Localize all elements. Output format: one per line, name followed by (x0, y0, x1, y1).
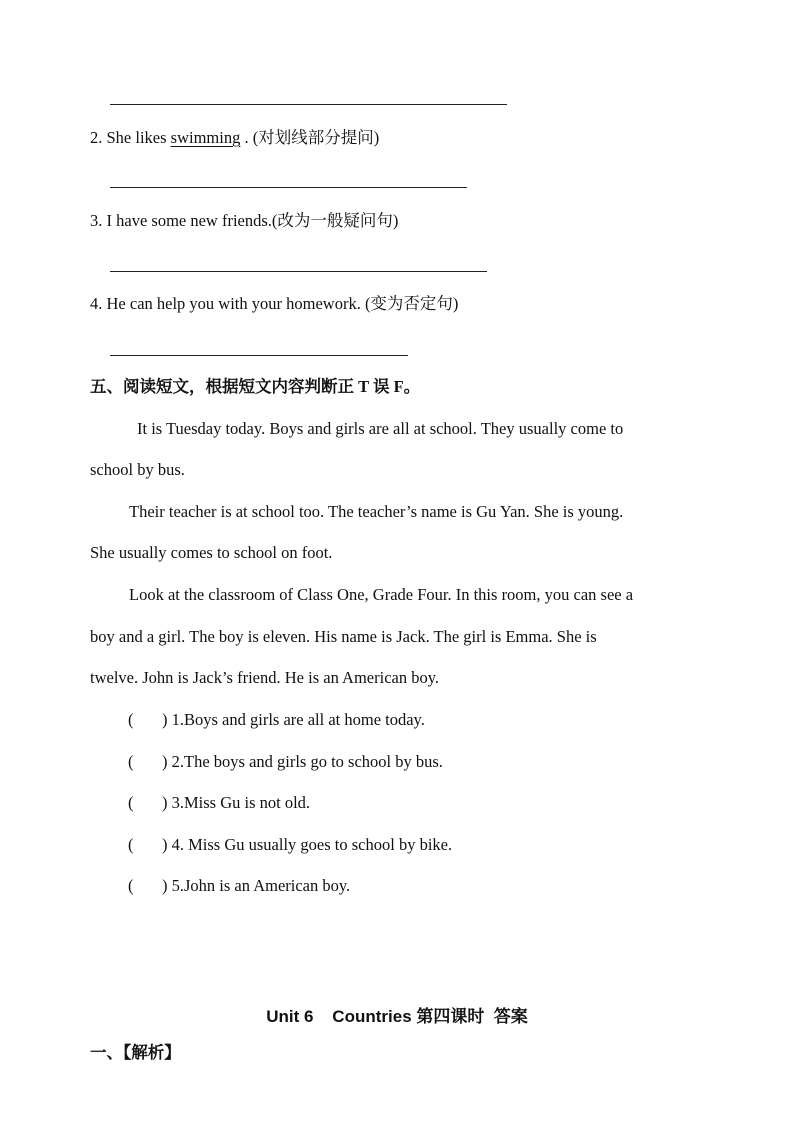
answer-blank-4 (110, 355, 408, 356)
section-5-heading: 五、阅读短文，根据短文内容判断正 T 误 F。 (90, 377, 421, 396)
passage-line-5: Look at the classroom of Class One, Grade Four. In this room, you can see a (129, 585, 634, 604)
question-3-number: 3. (90, 211, 103, 230)
question-4-number: 4. (90, 294, 103, 313)
question-2-instruction: . (对划线部分提问) (240, 128, 380, 147)
tf-question-1 (128, 712, 425, 729)
question-2-pre: She likes (106, 128, 171, 147)
tf-question-text: ) 1.Boys and girls are all at home today. (162, 710, 425, 729)
answer-blank-1 (110, 104, 507, 105)
passage-line-6: boy and a girl. The boy is eleven. His name is Jack. The girl is Emma. She is (90, 627, 597, 646)
question-4 (90, 296, 458, 313)
passage-line-3: Their teacher is at school too. The teacher’s name is Gu Yan. She is young. (129, 502, 624, 521)
tf-question-text: ) 5.John is an American boy. (162, 876, 351, 895)
tf-question-text: ) 3.Miss Gu is not old. (162, 793, 311, 812)
question-4-text: He can help you with your homework. (变为否定句) (106, 294, 459, 313)
tf-question-3 (128, 795, 310, 812)
question-2-underlined-word: swimming (170, 128, 241, 147)
tf-blank: ( (128, 876, 134, 895)
passage-line-1: It is Tuesday today. Boys and girls are all at school. They usually come to (137, 419, 624, 438)
tf-question-text: ) 2.The boys and girls go to school by bus. (162, 752, 443, 771)
answers-title: Unit 6 Countries 第四课时 答案 (266, 1007, 528, 1026)
tf-question-text: ) 4. Miss Gu usually goes to school by bike. (162, 835, 453, 854)
answers-first-heading: 一、【解析】 (90, 1043, 181, 1062)
tf-blank: ( (128, 710, 134, 729)
question-2 (90, 130, 379, 147)
tf-blank: ( (128, 835, 134, 854)
tf-question-2 (128, 754, 443, 771)
tf-question-5 (128, 878, 350, 895)
question-3-text: I have some new friends.(改为一般疑问句) (106, 211, 399, 230)
passage-line-4: She usually comes to school on foot. (90, 543, 333, 562)
question-2-number: 2. (90, 128, 103, 147)
passage-line-2: school by bus. (90, 460, 185, 479)
tf-question-4 (128, 837, 452, 854)
answer-blank-3 (110, 271, 487, 272)
question-3 (90, 213, 398, 230)
tf-blank: ( (128, 752, 134, 771)
tf-blank: ( (128, 793, 134, 812)
answer-blank-2 (110, 187, 467, 188)
passage-line-7: twelve. John is Jack’s friend. He is an American boy. (90, 668, 440, 687)
